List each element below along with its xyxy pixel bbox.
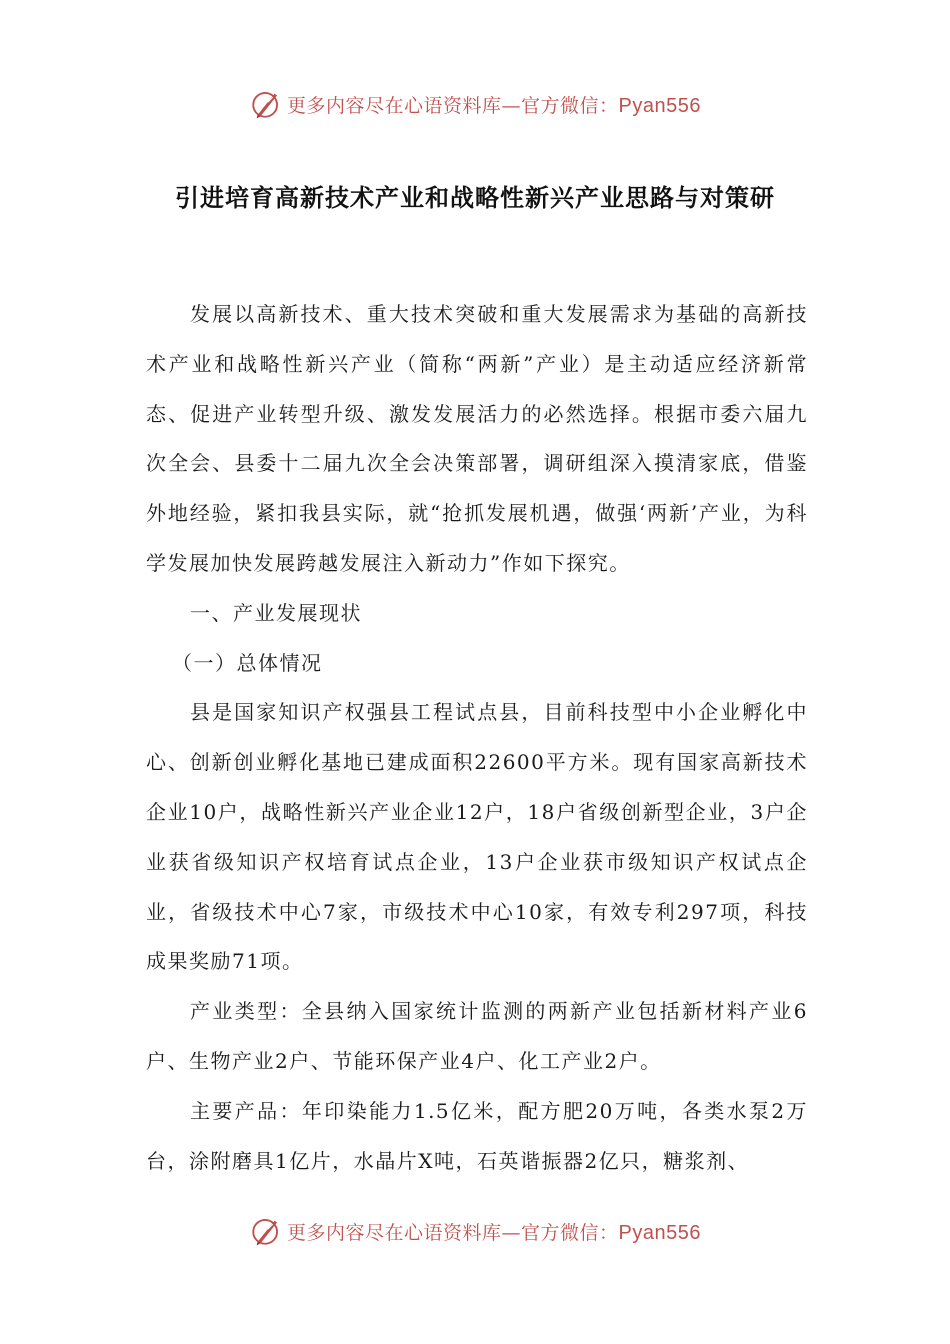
paragraph-intro: 发展以高新技术、重大技术突破和重大发展需求为基础的高新技术产业和战略性新兴产业（简称“两新”产业）是主动适应经济新常态、促进产业转型升级、激发发展活力的必然选择。根据市委六届九次全会、县委十二届九次全会决策部署，调研组深入摸清家底，借鉴外地经验，紧扣我县实际，就“抢抓发展机遇，做强‘两新’产业，为科学发展加快发展跨越发展注入新动力”作如下探究。 (146, 302, 808, 575)
paragraph-main-products: 主要产品：年印染能力1.5亿米，配方肥20万吨，各类水泵2万台，涂附磨具1亿片，水晶片X吨，石英谐振器2亿只，糖浆剂、 (146, 1098, 808, 1173)
subsection-heading-1: （一）总体情况 (172, 650, 323, 675)
document-body (146, 290, 808, 1186)
paragraph-overview: 县是国家知识产权强县工程试点县，目前科技型中小企业孵化中心、创新创业孵化基地已建成面积22600平方米。现有国家高新技术企业10户，战略性新兴产业企业12户，18户省级创新型企业，3户企业获省级知识产权培育试点企业，13户企业获市级知识产权试点企业，省级技术中心7家，市级技术中心10家，有效专利297项，科技成果奖励71项。 (146, 700, 808, 974)
watermark-wechat-id: Pyan556 (618, 1221, 701, 1244)
document-title: 引进培育高新技术产业和战略性新兴产业思路与对策研 (175, 183, 775, 212)
watermark-header (0, 84, 950, 124)
watermark-footer (0, 1211, 950, 1251)
watermark-text: 更多内容尽在心语资料库—官方微信：Pyan556 (287, 1221, 701, 1244)
watermark-wechat-id: Pyan556 (618, 94, 701, 117)
section-heading-1: 一、产业发展现状 (190, 600, 362, 625)
watermark-text: 更多内容尽在心语资料库—官方微信：Pyan556 (287, 94, 701, 117)
quill-pen-logo-icon (249, 87, 283, 121)
quill-pen-logo-icon (249, 1214, 283, 1248)
paragraph-industry-types: 产业类型：全县纳入国家统计监测的两新产业包括新材料产业6户、生物产业2户、节能环保产业4户、化工产业2户。 (146, 999, 808, 1073)
